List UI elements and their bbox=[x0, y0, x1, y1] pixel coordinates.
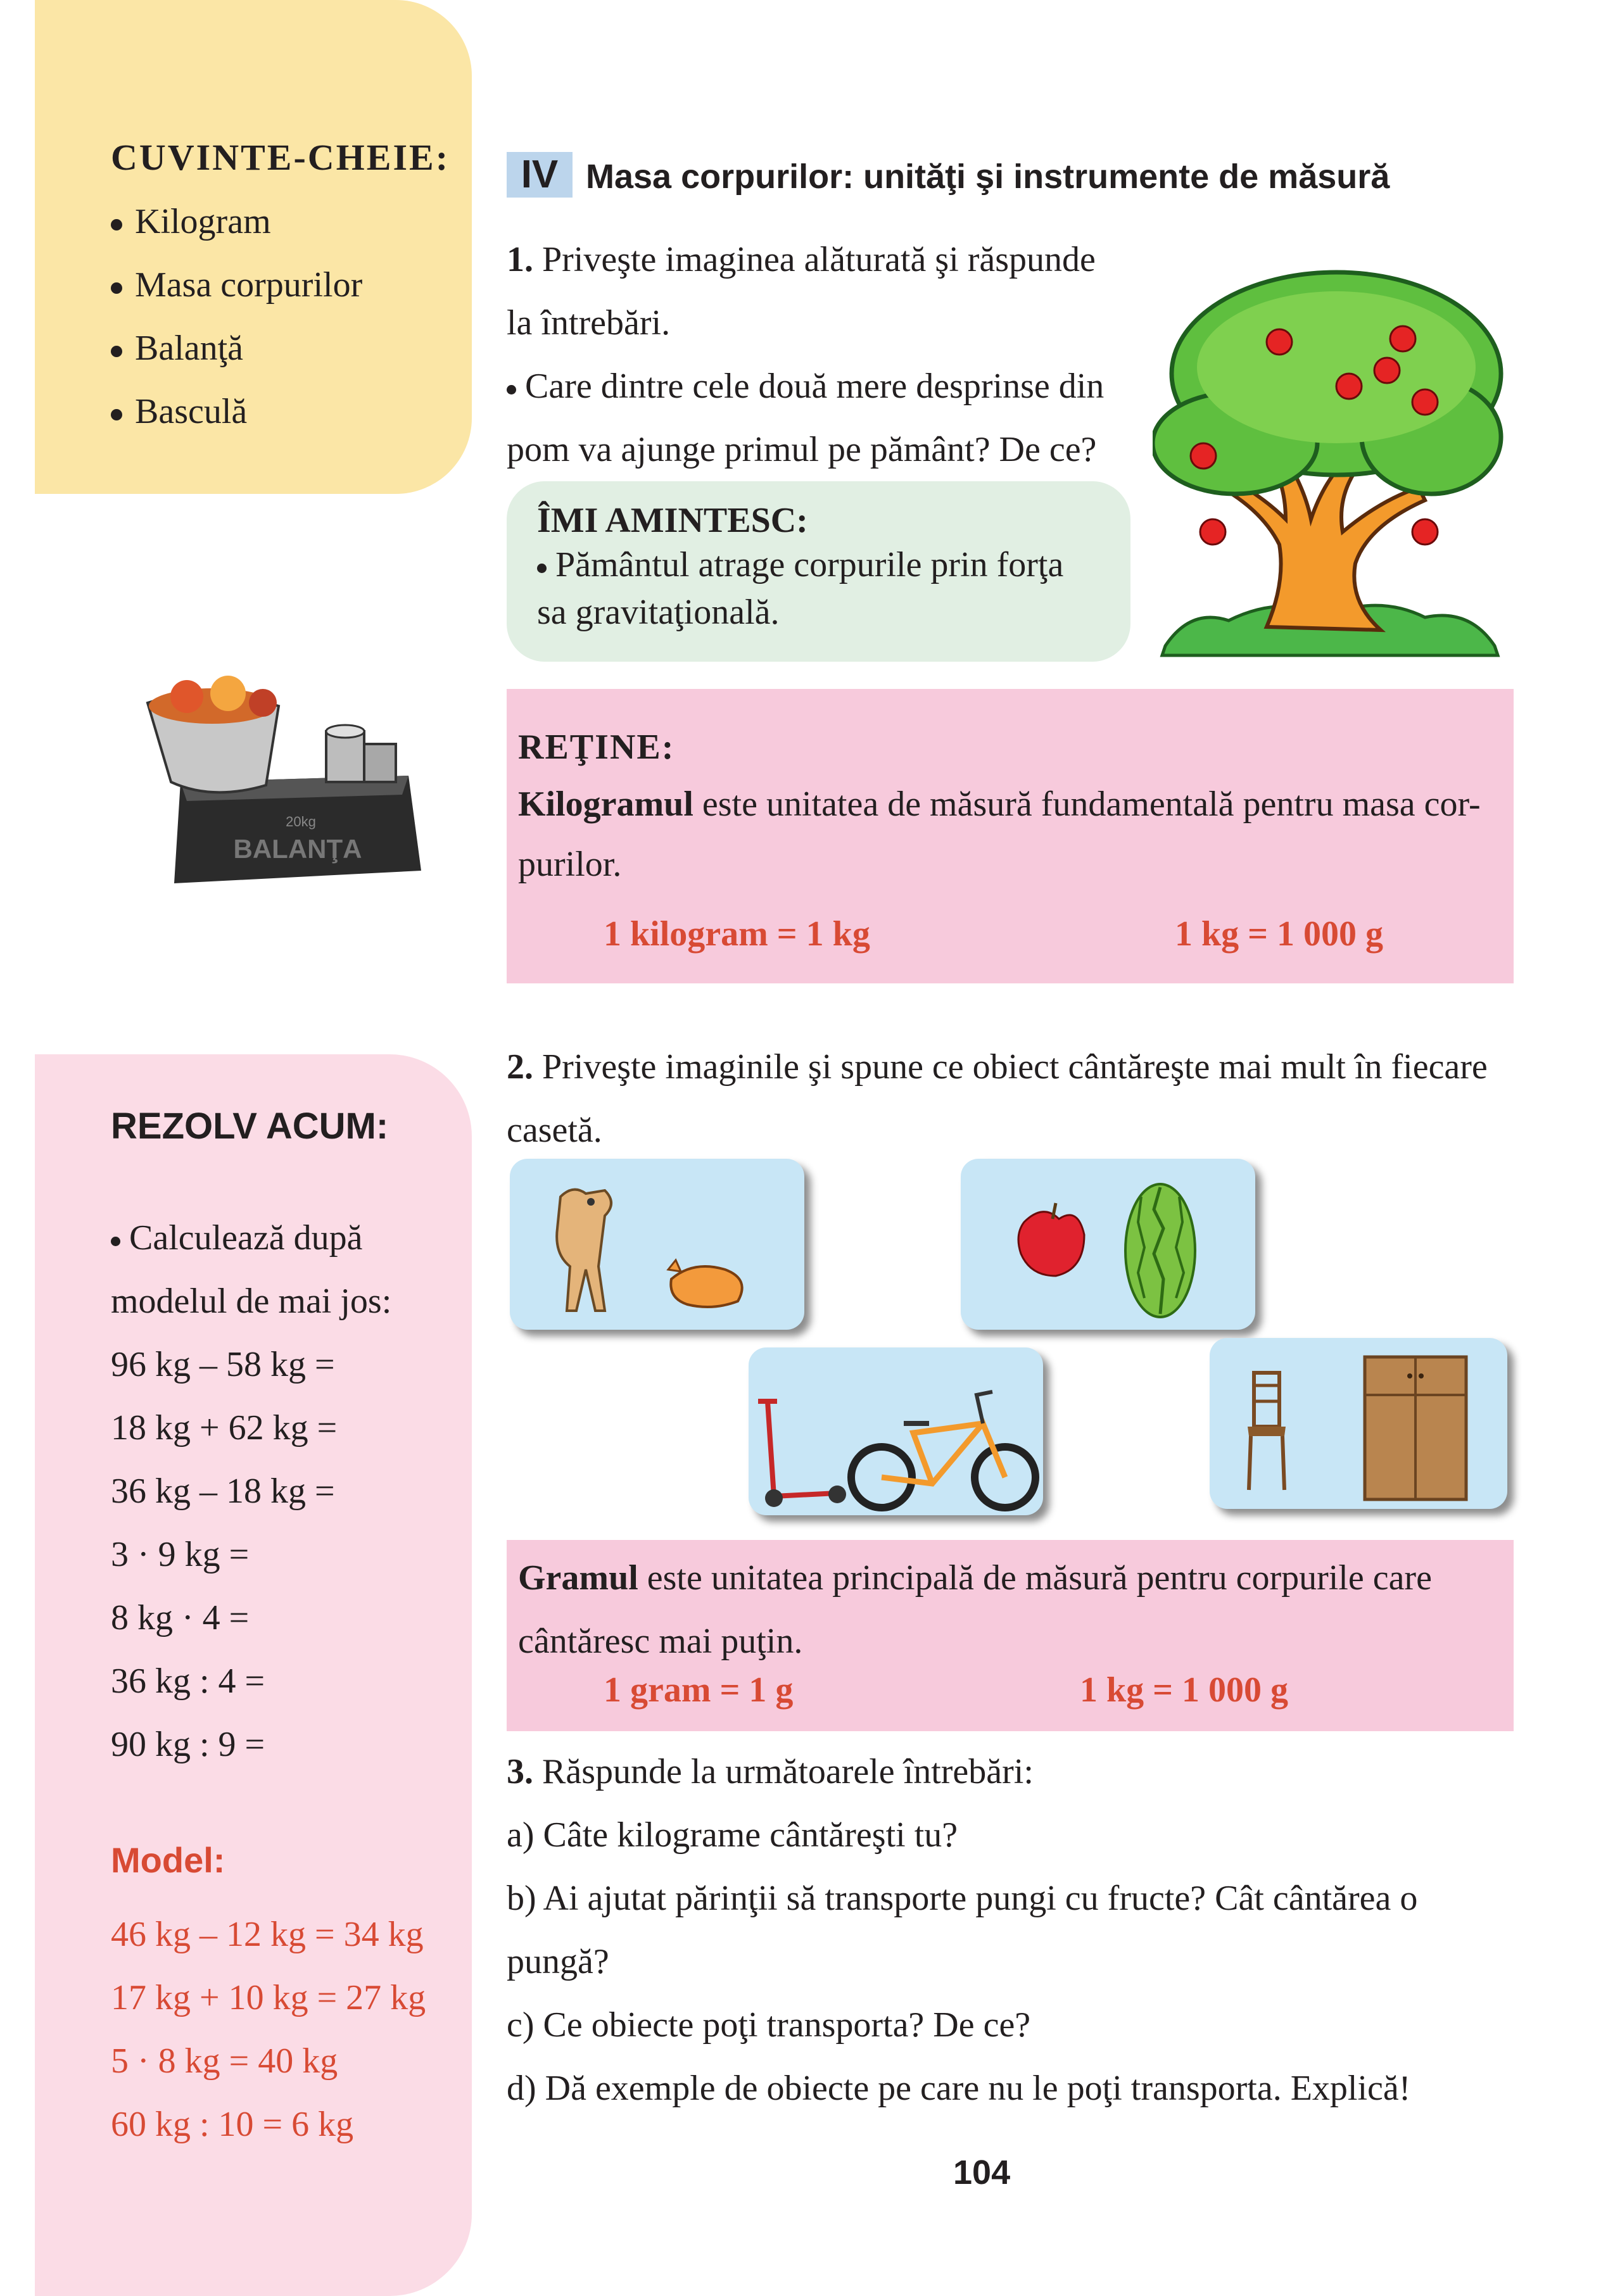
bullet-icon bbox=[111, 346, 122, 357]
model-line: 46 kg – 12 kg = 34 kg bbox=[111, 1915, 424, 1954]
exercise-1: 1. Priveşte imaginea alăturată şi răspunde la întrebări. Care dintre cele două mere desprinse din pom va ajunge primul pe pământ? De ce? bbox=[507, 240, 1105, 469]
keywords-title: CUVINTE-CHEIE: bbox=[111, 137, 450, 178]
bullet-icon bbox=[507, 385, 516, 394]
exercise-line: 8 kg · 4 = bbox=[111, 1598, 250, 1637]
exercise-2: 2. Priveşte imaginile şi spune ce obiect cântăreşte mai mult în fiecare casetă. bbox=[507, 1047, 1488, 1150]
chapter-title: Masa corpurilor: unităţi şi instrumente de măsură bbox=[586, 158, 1390, 196]
question-b: b) Ai ajutat părinţii să transporte pungi cu fructe? Cât cântărea o bbox=[507, 1879, 1418, 1918]
question-c: c) Ce obiecte poţi transporta? De ce? bbox=[507, 2005, 1031, 2045]
model-line: 5 · 8 kg = 40 kg bbox=[111, 2041, 338, 2081]
remember-text: Pământul atrage corpurile prin forţa sa gravitaţională. bbox=[537, 545, 1064, 632]
gramul-box bbox=[507, 1540, 1514, 1731]
keyword-item: Kilogram bbox=[111, 196, 362, 260]
apple-watermelon-illustration bbox=[961, 1159, 1255, 1330]
page-number: 104 bbox=[953, 2154, 1011, 2192]
chapter-number: IV bbox=[507, 152, 573, 198]
retine-formula-1: 1 kilogram = 1 kg bbox=[604, 914, 870, 954]
remember-box bbox=[507, 481, 1130, 662]
chair-wardrobe-illustration bbox=[1210, 1338, 1507, 1509]
scale-label: BALANŢA bbox=[233, 834, 362, 864]
question-d: d) Dă exemple de obiecte pe care nu le poţi transporta. Explică! bbox=[507, 2069, 1411, 2108]
model-line: 17 kg + 10 kg = 27 kg bbox=[111, 1978, 426, 2017]
exercise-line: 3 · 9 kg = bbox=[111, 1535, 250, 1574]
retine-box bbox=[507, 689, 1514, 983]
bullet-icon bbox=[111, 409, 122, 420]
dog-cat-illustration bbox=[510, 1159, 804, 1330]
keyword-item: Masa corpurilor bbox=[111, 260, 362, 323]
exercise-line: 18 kg + 62 kg = bbox=[111, 1408, 338, 1448]
bullet-icon bbox=[537, 564, 547, 573]
exercise-line: 96 kg – 58 kg = bbox=[111, 1345, 335, 1384]
bullet-icon bbox=[111, 1237, 120, 1246]
scooter-bicycle-illustration bbox=[749, 1347, 1043, 1515]
exercise-line: 36 kg : 4 = bbox=[111, 1662, 265, 1701]
apple-tree-illustration bbox=[1153, 266, 1507, 665]
model-line: 60 kg : 10 = 6 kg bbox=[111, 2105, 354, 2144]
gramul-formula-2: 1 kg = 1 000 g bbox=[1080, 1670, 1289, 1710]
exercise-line: 90 kg : 9 = bbox=[111, 1725, 265, 1764]
retine-formula-2: 1 kg = 1 000 g bbox=[1175, 914, 1384, 954]
exercise-line: 36 kg – 18 kg = bbox=[111, 1472, 335, 1511]
remember-title: ÎMI AMINTESC: bbox=[537, 501, 808, 540]
keyword-item: Basculă bbox=[111, 386, 362, 450]
keywords-list bbox=[111, 196, 362, 450]
model-title: Model: bbox=[111, 1840, 225, 1880]
rezolv-title: REZOLV ACUM: bbox=[111, 1106, 389, 1147]
bullet-icon bbox=[111, 282, 122, 294]
exercise-3: 3. Răspunde la următoarele întrebări: a) Câte kilograme cântăreşti tu? b) Ai ajutat părinţii să transporte pungi cu fructe? Cât cântărea o pungă? c) Ce obiecte poţi transporta? De ce? d) Dă exemple de obiecte pe care nu le poţi transporta. Explică! bbox=[507, 1740, 1514, 2120]
retine-text: Kilogramul este unitatea de măsură fundamentală pentru masa cor- purilor. bbox=[518, 785, 1481, 884]
rezolv-exercises: Calculează după modelul de mai jos: 96 kg – 58 kg = 18 kg + 62 kg = 36 kg – 18 kg = 3 · 9 kg = 8 kg · 4 = 36 kg : 4 = 90 kg : 9 = bbox=[111, 1206, 391, 1776]
gramul-text: Gramul este unitatea principală de măsură pentru corpurile care cântăresc mai puţin. bbox=[518, 1558, 1432, 1661]
gramul-formula-1: 1 gram = 1 g bbox=[604, 1670, 794, 1710]
card-scooter-bicycle bbox=[749, 1347, 1043, 1515]
bullet-icon bbox=[111, 219, 122, 230]
scale-label-top: 20kg bbox=[286, 814, 316, 829]
keywords-box bbox=[35, 0, 472, 494]
card-dog-cat bbox=[510, 1159, 804, 1330]
retine-title: REŢINE: bbox=[518, 728, 675, 767]
question-a: a) Câte kilograme cântăreşti tu? bbox=[507, 1815, 958, 1855]
keyword-item: Balanţă bbox=[111, 323, 362, 386]
model-list bbox=[111, 1903, 426, 2156]
balance-scale-illustration bbox=[142, 668, 431, 896]
card-apple-watermelon bbox=[961, 1159, 1255, 1330]
rezolv-box bbox=[35, 1054, 472, 2296]
card-chair-wardrobe bbox=[1210, 1338, 1507, 1509]
